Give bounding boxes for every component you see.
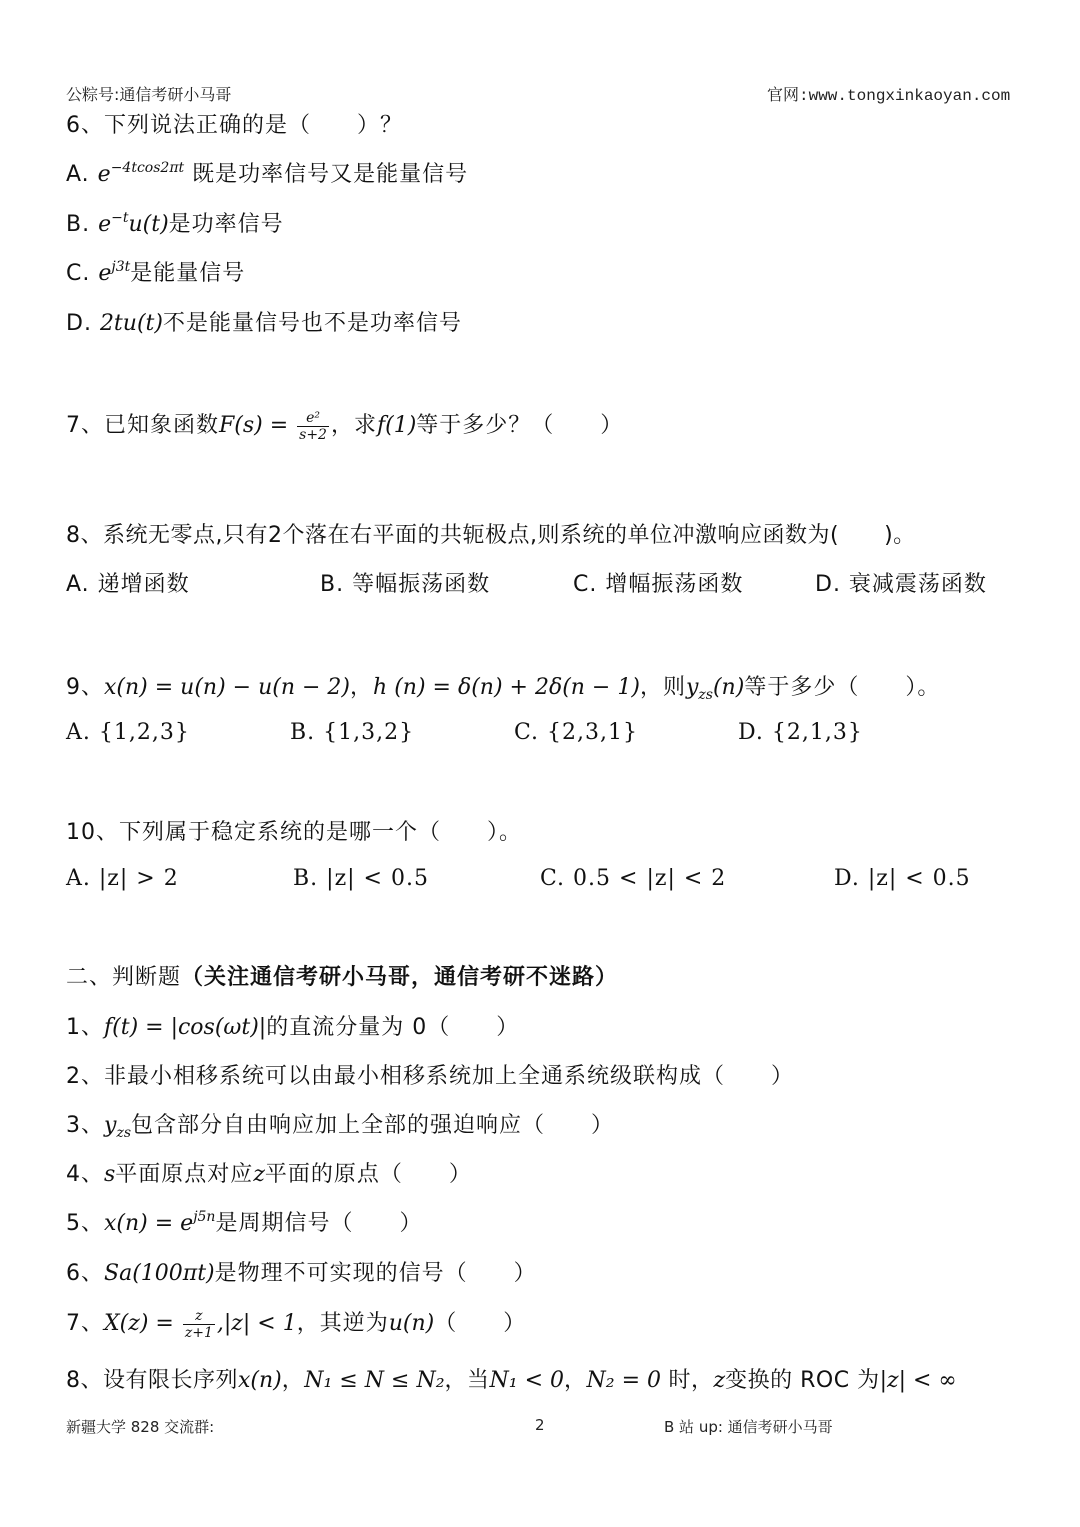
q8-option-c: C. 增幅振荡函数 — [573, 572, 744, 597]
q9-stem — [66, 670, 940, 701]
item-prefix: 1、 — [66, 1015, 104, 1040]
denominator: z+1 — [184, 1324, 213, 1341]
q6-option-d — [66, 306, 462, 337]
math: F(s) = — [219, 413, 296, 438]
math: x(n) = u(n) − u(n − 2) — [104, 675, 351, 700]
math: s — [104, 1162, 116, 1187]
fraction — [183, 1308, 215, 1341]
tf-item-4 — [66, 1157, 472, 1188]
math-sub: zs — [698, 687, 713, 703]
q9-option-d: D. {2,1,3} — [738, 720, 863, 745]
q9-option-c: C. {2,3,1} — [514, 720, 639, 745]
math: 2tu(t) — [99, 311, 163, 336]
item-text: 是周期信号（ ） — [215, 1211, 423, 1236]
item-text: （ ） — [434, 1311, 527, 1336]
math: e — [98, 212, 112, 237]
math: X(z) = — [104, 1311, 181, 1336]
item-prefix: 7、 — [66, 1311, 104, 1336]
item-text: 变换的 ROC 为 — [725, 1368, 880, 1393]
footer-bilibili: B 站 up: 通信考研小马哥 — [664, 1418, 833, 1436]
item-text: 的直流分量为 0（ ） — [266, 1015, 520, 1040]
tf-item-7 — [66, 1306, 526, 1341]
separator: ， — [350, 675, 374, 700]
math: ,|z| < 1 — [216, 1311, 297, 1336]
option-text: 是功率信号 — [168, 212, 284, 237]
math: N₂ = 0 — [586, 1368, 662, 1393]
q10-stem: 10、下列属于稳定系统的是哪一个（ ）。 — [66, 820, 522, 845]
fraction — [297, 410, 329, 443]
denominator: s+2 — [299, 426, 327, 443]
q7-prefix: 7、已知象函数 — [66, 413, 219, 438]
item-text: 平面的原点（ ） — [264, 1162, 472, 1187]
item-text: 非最小相移系统可以由最小相移系统加上全通系统级联构成（ ） — [104, 1064, 795, 1089]
item-text: 包含部分自由响应加上全部的强迫响应（ ） — [131, 1113, 615, 1138]
math: |z| < ∞ — [879, 1368, 957, 1393]
math: (n) — [712, 675, 745, 700]
math-sup: −4tcos2πt — [110, 160, 185, 176]
q9-prefix: 9、 — [66, 675, 104, 700]
option-label: C. — [66, 261, 91, 286]
q6-stem: 6、下列说法正确的是（ ）？ — [66, 113, 403, 138]
q6-option-a — [66, 157, 468, 188]
math: e — [97, 162, 111, 187]
q8-option-a: A. 递增函数 — [66, 572, 190, 597]
option-text: 既是功率信号又是能量信号 — [192, 162, 469, 187]
item-prefix: 5、 — [66, 1211, 104, 1236]
math: Sa(100πt) — [104, 1261, 215, 1286]
q7-stem — [66, 408, 623, 443]
item-prefix: 6、 — [66, 1261, 104, 1286]
option-text: 不是能量信号也不是功率信号 — [162, 311, 462, 336]
q8-option-b: B. 等幅振荡函数 — [320, 572, 491, 597]
section-note: （关注通信考研小马哥，通信考研不迷路） — [181, 965, 619, 990]
item-prefix: 8、 — [66, 1368, 103, 1393]
option-label: B. — [66, 212, 91, 237]
math: x(n) = e — [104, 1211, 194, 1236]
numerator: e² — [297, 410, 329, 427]
q8-stem: 8、系统无零点,只有2个落在右平面的共轭极点,则系统的单位冲激响应函数为( )。 — [66, 523, 916, 548]
section-2-title — [66, 960, 618, 991]
item-prefix: 3、 — [66, 1113, 104, 1138]
item-text: ， — [564, 1368, 587, 1393]
math: h (n) = δ(n) + 2δ(n − 1) — [373, 675, 640, 700]
footer-group: 新疆大学 828 交流群: — [66, 1418, 215, 1436]
option-label: A. — [66, 162, 90, 187]
item-text: 平面原点对应 — [115, 1162, 254, 1187]
math: f(t) = |cos(ωt)| — [104, 1015, 267, 1040]
tf-item-5 — [66, 1206, 422, 1237]
option-text: 是能量信号 — [130, 261, 246, 286]
page-number: 2 — [535, 1416, 545, 1434]
q7-suffix: 等于多少？（ ） — [416, 413, 624, 438]
item-prefix: 2、 — [66, 1064, 104, 1089]
math-sup: j3t — [111, 259, 131, 275]
item-text: 设有限长序列 — [103, 1368, 239, 1393]
section-title: 二、判断题 — [66, 965, 182, 990]
math: z — [713, 1368, 726, 1393]
math-sup: −t — [111, 210, 129, 226]
math: u(n) — [388, 1311, 435, 1336]
header-wechat: 公粽号:通信考研小马哥 — [66, 85, 232, 104]
item-prefix: 4、 — [66, 1162, 104, 1187]
option-label: D. — [66, 311, 92, 336]
tf-item-6 — [66, 1256, 537, 1287]
q10-option-a: A. |z| > 2 — [66, 866, 179, 891]
math: f(1) — [376, 413, 417, 438]
q6-option-b — [66, 207, 284, 238]
q10-option-d: D. |z| < 0.5 — [834, 866, 971, 891]
math: z — [253, 1162, 265, 1187]
item-text: ，其逆为 — [296, 1311, 389, 1336]
tf-item-8 — [66, 1363, 957, 1394]
math: e — [98, 261, 112, 286]
math-sup: j5n — [193, 1209, 216, 1225]
q7-mid: ，求 — [330, 413, 377, 438]
q10-option-c: C. 0.5 < |z| < 2 — [540, 866, 727, 891]
q9-suffix: 等于多少（ ）。 — [744, 675, 941, 700]
math: N₁ ≤ N ≤ N₂ — [304, 1368, 445, 1393]
math: x(n) — [238, 1368, 282, 1393]
math: u(t) — [128, 212, 169, 237]
q9-option-b: B. {1,3,2} — [290, 720, 415, 745]
header-website: 官网:www.tongxinkaoyan.com — [767, 87, 1011, 105]
math: y — [104, 1113, 117, 1138]
tf-item-3 — [66, 1108, 614, 1139]
math: N₁ < 0 — [489, 1368, 565, 1393]
tf-item-2 — [66, 1059, 794, 1090]
item-text: 时， — [661, 1368, 714, 1393]
item-text: ，当 — [444, 1368, 490, 1393]
math: y — [685, 675, 699, 700]
q10-option-b: B. |z| < 0.5 — [293, 866, 429, 891]
q9-option-a: A. {1,2,3} — [66, 720, 190, 745]
tf-item-1 — [66, 1010, 519, 1041]
q8-option-d: D. 衰减震荡函数 — [815, 572, 987, 597]
item-text: ， — [281, 1368, 305, 1393]
item-text: 是物理不可实现的信号（ ） — [214, 1261, 537, 1286]
numerator: z — [183, 1308, 215, 1325]
q9-mid: ，则 — [639, 675, 686, 700]
q6-option-c — [66, 256, 245, 287]
math-sub: zs — [116, 1125, 131, 1141]
